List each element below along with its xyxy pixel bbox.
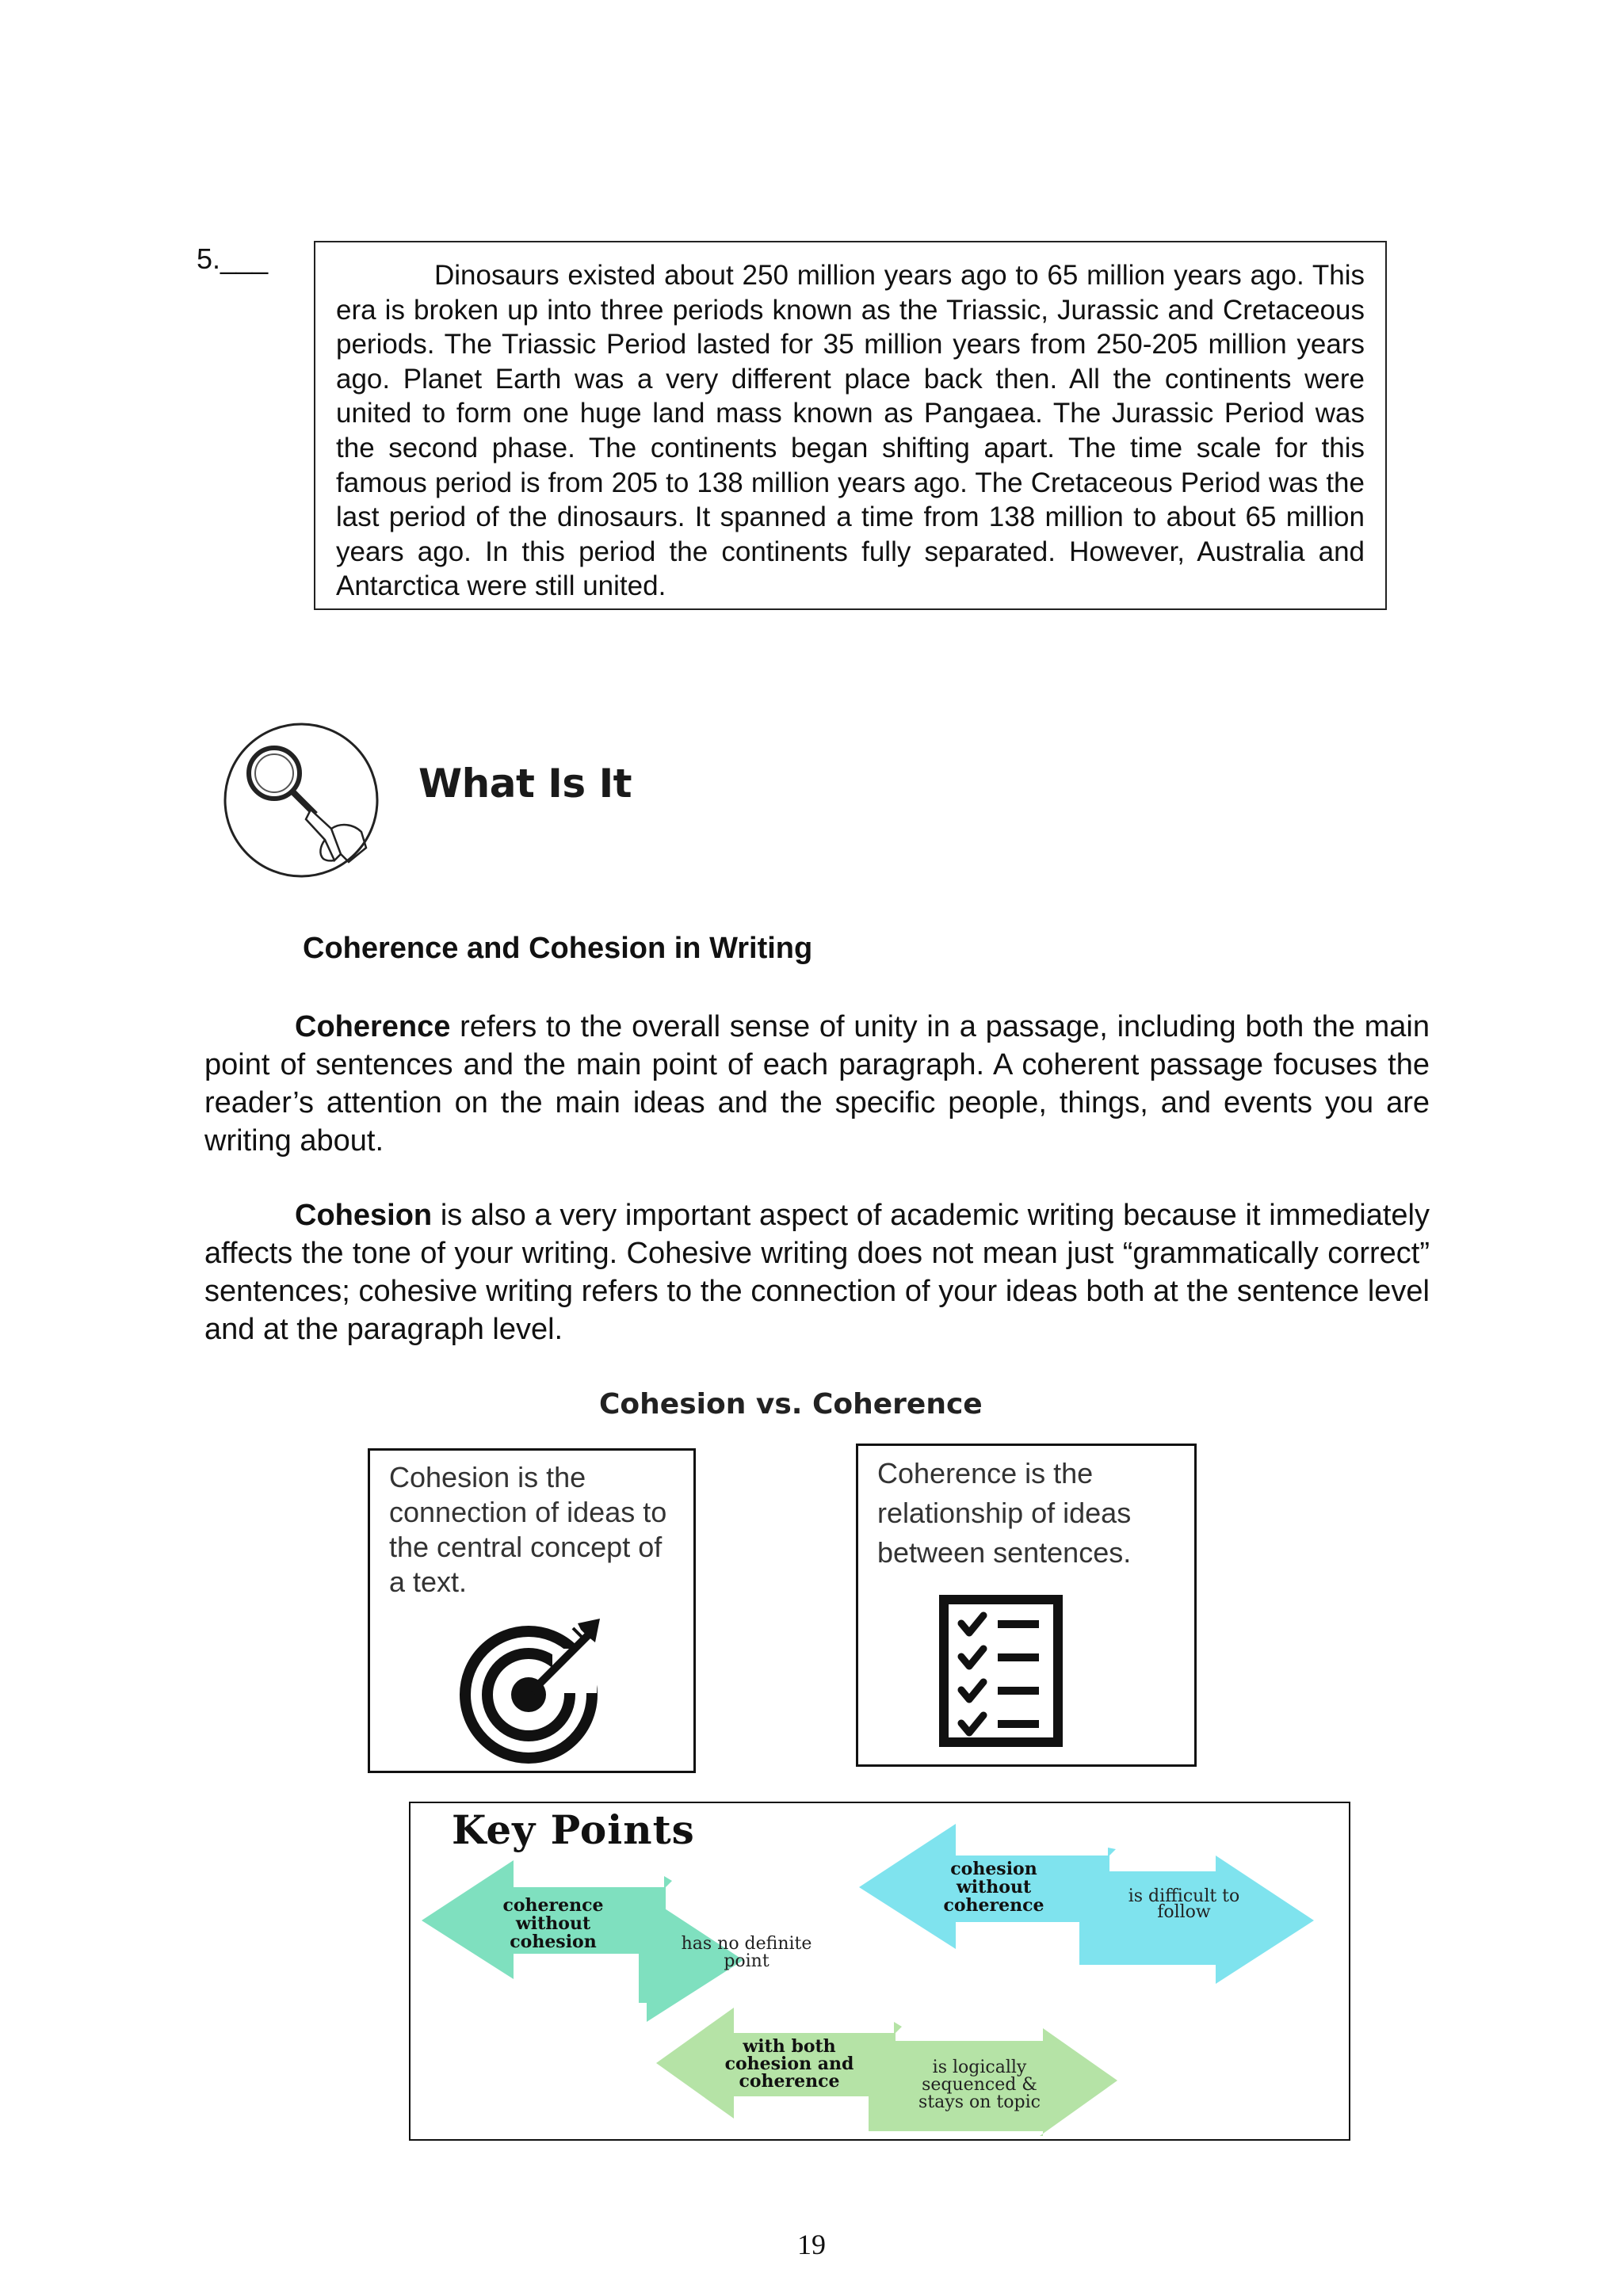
coherence-card [856,1444,1197,1767]
key-point-1-left-line-2: without [515,1913,591,1934]
key-point-3-left-line-2: cohesion and [724,2054,854,2074]
target-icon [459,1612,611,1764]
key-point-1-right-line-1: has no definite [681,1934,812,1954]
key-point-2-left-line-2: without [956,1877,1032,1897]
key-point-1-left-line-3: cohesion [510,1932,597,1952]
key-point-3-right-line-3: stays on topic [918,2092,1041,2112]
key-point-2-left-line-3: coherence [943,1895,1044,1916]
key-point-3-right-line-2: sequenced & [922,2075,1037,2095]
section-heading: What Is It [418,761,632,807]
key-point-3-left-line-1: with both [743,2036,836,2057]
key-points-title: Key Points [452,1806,695,1853]
diagram-title: Cohesion vs. Coherence [599,1388,983,1421]
key-point-1-left-line-1: coherence [502,1895,604,1916]
cohesion-card [368,1448,696,1773]
key-point-arrow-2 [859,1824,1314,1984]
key-point-arrow-1 [422,1860,812,2022]
key-point-2-right-line-1: is difficult to [1128,1886,1240,1906]
key-point-3-left-line-3: coherence [739,2071,840,2092]
checklist-icon [938,1593,1064,1749]
subheading: Coherence and Cohesion in Writing [303,932,813,965]
paragraph-cohesion-text: is also a very important aspect of academic writing because it immediately affects the tone of your writing. Cohesive writing does not mean just “grammatically correct” sentences; cohesive writing refers to the connection of your ideas both at the sentence level and at the paragraph level. [204,1199,1430,1346]
paragraph-cohesion [204,1196,1430,1348]
key-point-2-right-line-2: follow [1157,1902,1211,1922]
key-points-box [409,1802,1350,2141]
magnifier-icon [222,721,380,879]
passage-box [314,241,1387,610]
item-number: 5.___ [197,242,269,275]
paragraph-coherence [204,1008,1430,1160]
cohesion-card-text: Cohesion is the connection of ideas to the central concept of a text. [389,1461,667,1598]
key-points-diagram [411,1803,1352,2142]
coherence-card-text: Coherence is the relationship of ideas between sentences. [877,1457,1132,1569]
passage-text: Dinosaurs existed about 250 million years ago to 65 million years ago. This era is broken up into three periods known as the Triassic, Jurassic and Cretaceous periods. The Triassic Period lasted for 35 million years from 250-205 million years ago. Planet Earth was a very different place back then. All the continents were united to form one huge land mass known as Pangaea. The Jurassic Period was the second phase. The continents began shifting apart. The time scale for this famous period is from 205 to 138 million years ago. The Cretaceous Period was the last period of the dinosaurs. It spanned a time from 138 million to about 65 million years ago. In this period the continents fully separated. However, Australia and Antarctica were still united. [336,260,1365,602]
page-number: 19 [797,2229,826,2260]
paragraph-coherence-text: refers to the overall sense of unity in a passage, including both the main point of sentences and the main point of each paragraph. A coherent passage focuses the reader’s attention on the main ideas and the specific people, things, and events you are writing about. [204,1010,1430,1158]
key-point-arrow-3 [656,2008,1117,2136]
term-cohesion: Cohesion [295,1199,433,1232]
term-coherence: Coherence [295,1010,451,1043]
key-point-2-left-line-1: cohesion [950,1859,1037,1879]
key-point-3-right-line-1: is logically [932,2058,1027,2077]
key-point-1-right-line-2: point [724,1951,769,1971]
